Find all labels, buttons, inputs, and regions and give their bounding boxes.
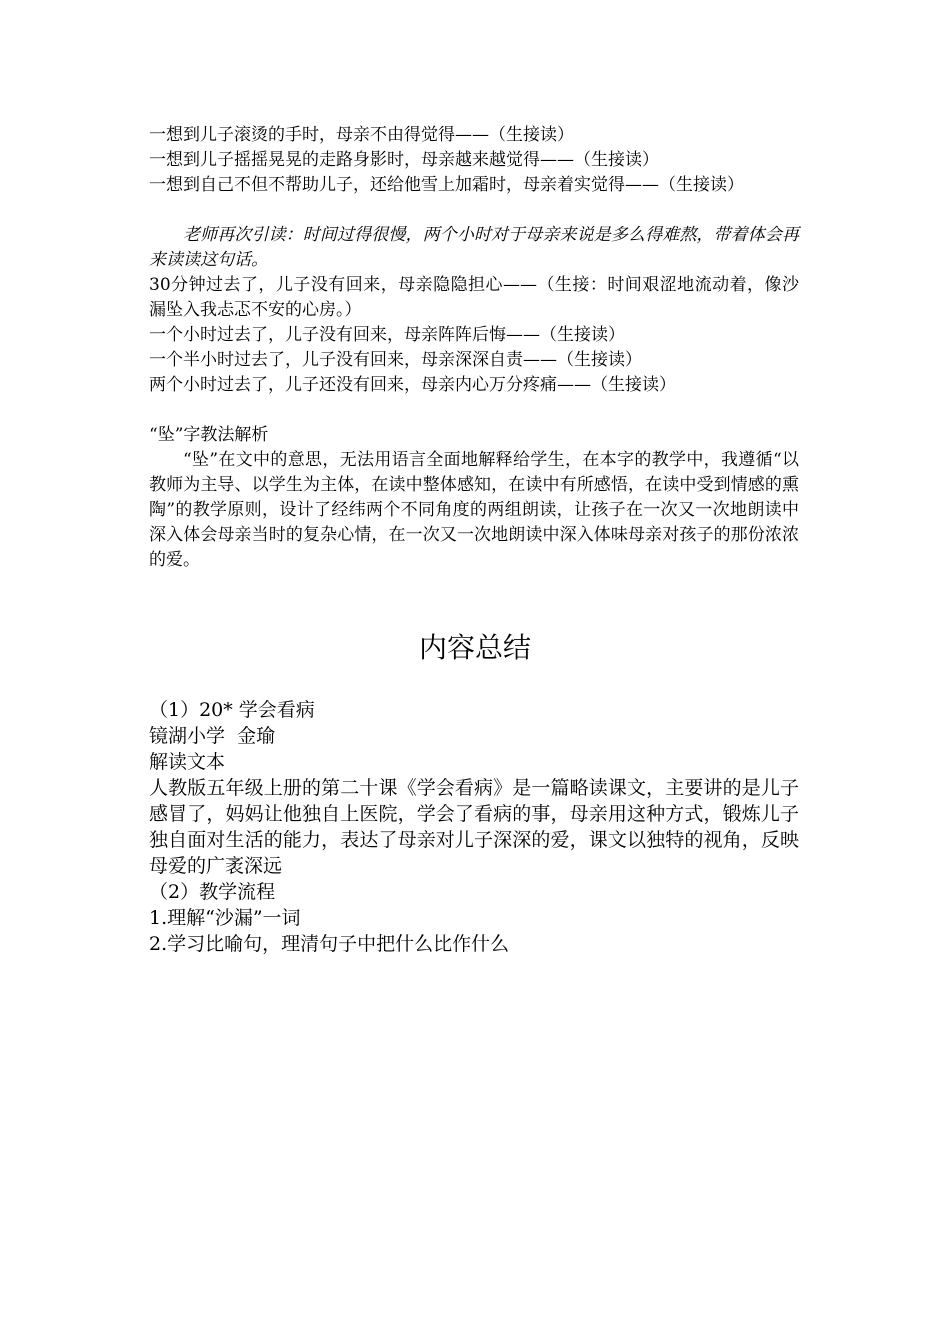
summary-item-2: （2）教学流程 <box>149 881 276 903</box>
time-line-3: 一个半小时过去了，儿子没有回来，母亲深深自责——（生接读） <box>149 350 642 370</box>
school-author: 镜湖小学 金瑜 <box>149 725 276 747</box>
reading-line-1: 一想到儿子滚烫的手时，母亲不由得觉得——（生接读） <box>149 125 574 145</box>
time-line-1: 30分钟过去了，儿子没有回来，母亲隐隐担心——（生接：时间艰涩地流动着，像沙漏坠入我忐忑不安的心房。） <box>149 275 799 320</box>
summary-item-1: （1）20* 学会看病 <box>149 699 315 721</box>
summary-paragraph: 人教版五年级上册的第二十课《学会看病》是一篇略读课文，主要讲的是儿子感冒了，妈妈让他独自上医院，学会了看病的事，母亲用这种方式，锻炼儿子独自面对生活的能力，表达了母亲对儿子深深的爱，课文以独特的视角，反映母爱的广袤深远 <box>149 777 799 877</box>
spacer <box>149 198 799 223</box>
reading-line-3: 一想到自己不但不帮助儿子，还给他雪上加霜时，母亲着实觉得——（生接读） <box>149 175 744 195</box>
teacher-prompt: 老师再次引读：时间过得很慢，两个小时对于母亲来说是多么得难熬，带着体会再来读读这句话。 <box>149 225 799 270</box>
flow-step-1: 1.理解“沙漏”一词 <box>149 907 301 929</box>
interpretation-label: 解读文本 <box>149 751 226 773</box>
time-line-4: 两个小时过去了，儿子还没有回来，母亲内心万分疼痛——（生接读） <box>149 375 676 395</box>
spacer <box>149 398 799 423</box>
reading-section <box>149 123 799 573</box>
reading-line-2: 一想到儿子摇摇晃晃的走路身影时，母亲越来越觉得——（生接读） <box>149 150 659 170</box>
summary-section <box>149 697 799 957</box>
summary-heading: 内容总结 <box>418 631 531 664</box>
analysis-title: “坠”字教法解析 <box>149 425 269 445</box>
analysis-paragraph: “坠”在文中的意思，无法用语言全面地解释给学生，在本字的教学中，我遵循“以教师为主导、以学生为主体，在读中整体感知，在读中有所感悟，在读中受到情感的熏陶”的教学原则，设计了经纬两个不同角度的两组朗读，让孩子在一次又一次地朗读中深入体会母亲当时的复杂心情，在一次又一次地朗读中深入体味母亲对孩子的那份浓浓的爱。 <box>149 450 799 570</box>
time-line-2: 一个小时过去了，儿子没有回来，母亲阵阵后悔——（生接读） <box>149 325 625 345</box>
flow-step-2: 2.学习比喻句，理清句子中把什么比作什么 <box>149 933 510 955</box>
